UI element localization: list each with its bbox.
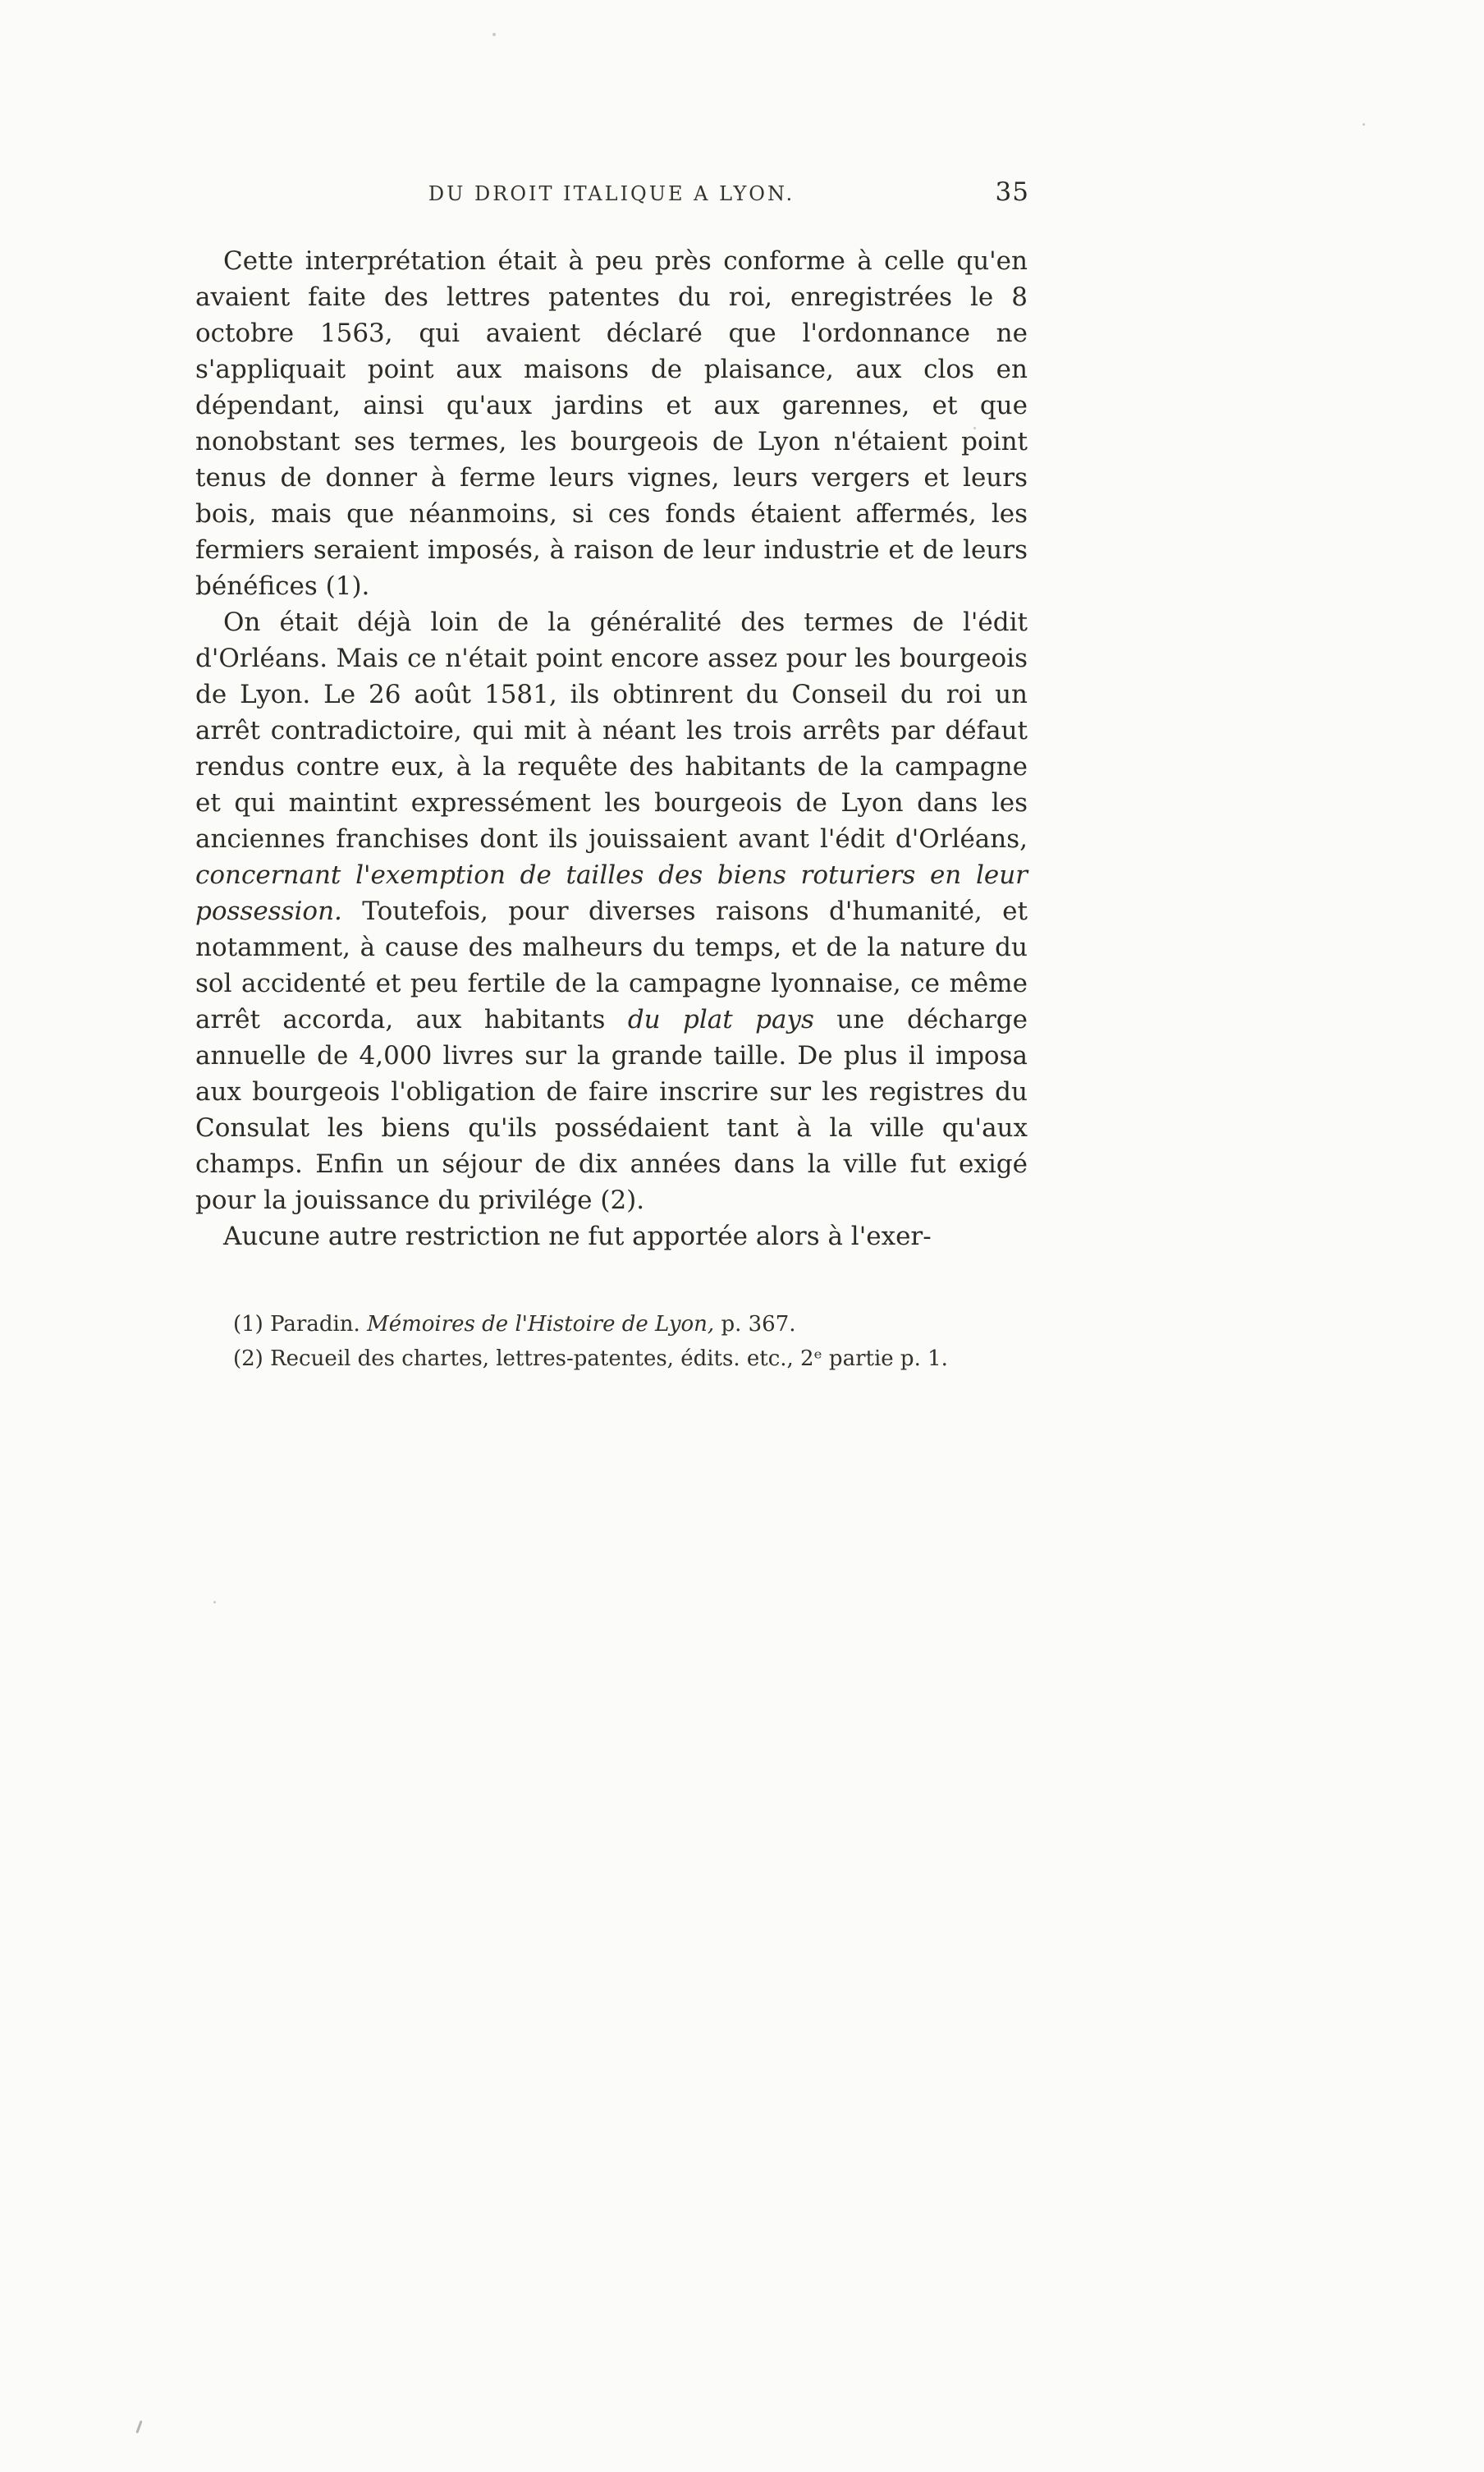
scan-speck bbox=[973, 427, 976, 429]
page-header bbox=[195, 177, 1029, 215]
italic-text-segment: concernant l'exemption de tailles des biens roturiers en leur possession. bbox=[195, 860, 1028, 926]
italic-text-segment: Mémoires de l'Histoire de Lyon, bbox=[367, 1312, 715, 1337]
text-segment: p. 367. bbox=[714, 1312, 796, 1337]
scan-speck bbox=[213, 1601, 216, 1603]
text-column bbox=[195, 177, 1029, 1376]
text-segment: (2) Recueil des chartes, lettres-patentes, édits. etc., 2ᵉ partie p. 1. bbox=[233, 1346, 948, 1371]
scan-mark bbox=[135, 2420, 142, 2433]
paragraph bbox=[195, 604, 1028, 1218]
text-segment: une décharge annuelle de 4,000 livres sur la grande taille. De plus il imposa aux bourgeois l'obligation de faire inscrire sur les registres du Consulat les biens qu'ils possédaient tant à la ville qu'aux champs. Enfin un séjour de dix années dans la ville fut exigé pour la jouissance du privilége (2). bbox=[195, 1005, 1028, 1215]
scan-speck bbox=[492, 33, 496, 36]
page-number: 35 bbox=[995, 177, 1029, 207]
text-segment: (1) Paradin. bbox=[233, 1312, 368, 1337]
scan-speck bbox=[1363, 123, 1365, 126]
italic-text-segment: du plat pays bbox=[627, 1005, 814, 1034]
body-text bbox=[195, 243, 1028, 1254]
text-segment: Aucune autre restriction ne fut apportée alors à l'exer- bbox=[223, 1222, 932, 1251]
text-segment: On était déjà loin de la généralité des termes de l'édit d'Orléans. Mais ce n'était point encore assez pour les bourgeois de Lyon. Le 26 août 1581, ils obtinrent du Conseil du roi un arrêt contradictoire, qui mit à néant les trois arrêts par défaut rendus contre eux, à la requête des habitants de la campagne et qui maintint expressément les bourgeois de Lyon dans les anciennes franchises dont ils jouissaient avant l'édit d'Orléans, bbox=[195, 608, 1028, 854]
paragraph bbox=[195, 1218, 1028, 1254]
footnote bbox=[233, 1307, 1019, 1341]
text-segment: Toutefois, pour diverses raisons d'humanité, et notamment, à cause des malheurs du temps, et de la nature du sol accidenté et peu fertile de la campagne lyonnaise, ce même arrêt accorda, aux habitants bbox=[195, 897, 1028, 1034]
text-segment: Cette interprétation était à peu près conforme à celle qu'en avaient faite des lettres patentes du roi, enregistrées le 8 octobre 1563, qui avaient déclaré que l'ordonnance ne s'appliquait point aux maisons de plaisance, aux clos en dépendant, ainsi qu'aux jardins et aux garennes, et que nonobstant ses termes, les bourgeois de Lyon n'étaient point tenus de donner à ferme leurs vignes, leurs vergers et leurs bois, mais que néanmoins, si ces fonds étaient affermés, les fermiers seraient imposés, à raison de leur industrie et de leurs bénéfices (1). bbox=[195, 246, 1028, 601]
paragraph bbox=[195, 243, 1028, 604]
running-title: DU DROIT ITALIQUE A LYON. bbox=[428, 182, 795, 205]
footnotes bbox=[195, 1307, 1028, 1376]
footnote bbox=[233, 1341, 1019, 1376]
